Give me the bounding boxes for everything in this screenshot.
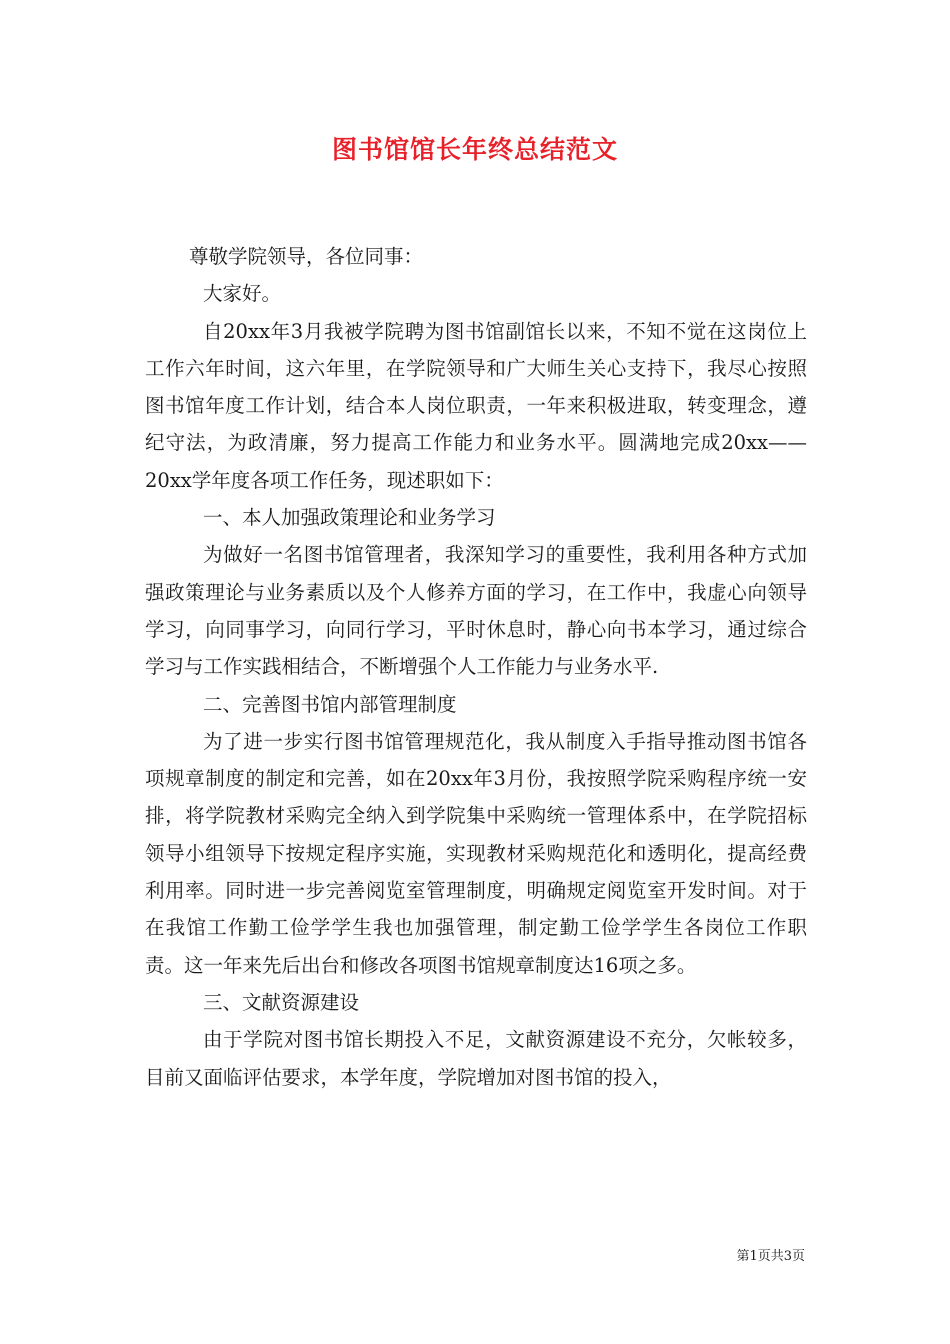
section-heading-2: 二、完善图书馆内部管理制度: [203, 692, 457, 716]
page-title: 图书馆馆长年终总结范文: [331, 135, 618, 164]
section-body-1: 为做好一名图书馆管理者，我深知学习的重要性，我利用各种方式加强政策理论与业务素质以及个人修养方面的学习，在工作中，我虚心向领导学习，向同事学习，向同行学习，平时休息时，静心向书本学习，通过综合学习与工作实践相结合，不断增强个人工作能力与业务水平.: [145, 543, 807, 679]
section-heading-1: 一、本人加强政策理论和业务学习: [203, 506, 496, 530]
section-body-2: 为了进一步实行图书馆管理规范化，我从制度入手指导推动图书馆各项规章制度的制定和完善，如在20xx年3月份，我按照学院采购程序统一安排，将学院教材采购完全纳入到学院集中采购统一管理体系中，在学院招标领导小组领导下按规定程序实施，实现教材采购规范化和透明化，提高经费利用率。同时进一步完善阅览室管理制度，明确规定阅览室开发时间。对于在我馆工作勤工俭学学生我也加强管理，制定勤工俭学学生各岗位工作职责。这一年来先后出台和修改各项图书馆规章制度达16项之多。: [145, 729, 807, 977]
salutation: 尊敬学院领导，各位同事：: [189, 245, 424, 268]
document-body: [145, 238, 807, 1096]
page-number: 第1页共3页: [736, 1249, 805, 1264]
greeting: 大家好。: [203, 282, 282, 306]
section-heading-3: 三、文献资源建设: [203, 990, 360, 1014]
section-body-3: 由于学院对图书馆长期投入不足，文献资源建设不充分，欠帐较多，目前又面临评估要求，本学年度，学院增加对图书馆的投入，: [145, 1028, 807, 1089]
intro-paragraph: 自20xx年3月我被学院聘为图书馆副馆长以来，不知不觉在这岗位上工作六年时间，这六年里，在学院领导和广大师生关心支持下，我尽心按照图书馆年度工作计划，结合本人岗位职责，一年来积极进取，转变理念，遵纪守法，为政清廉，努力提高工作能力和业务水平。圆满地完成20xx——20xx学年度各项工作任务，现述职如下：: [145, 319, 807, 492]
